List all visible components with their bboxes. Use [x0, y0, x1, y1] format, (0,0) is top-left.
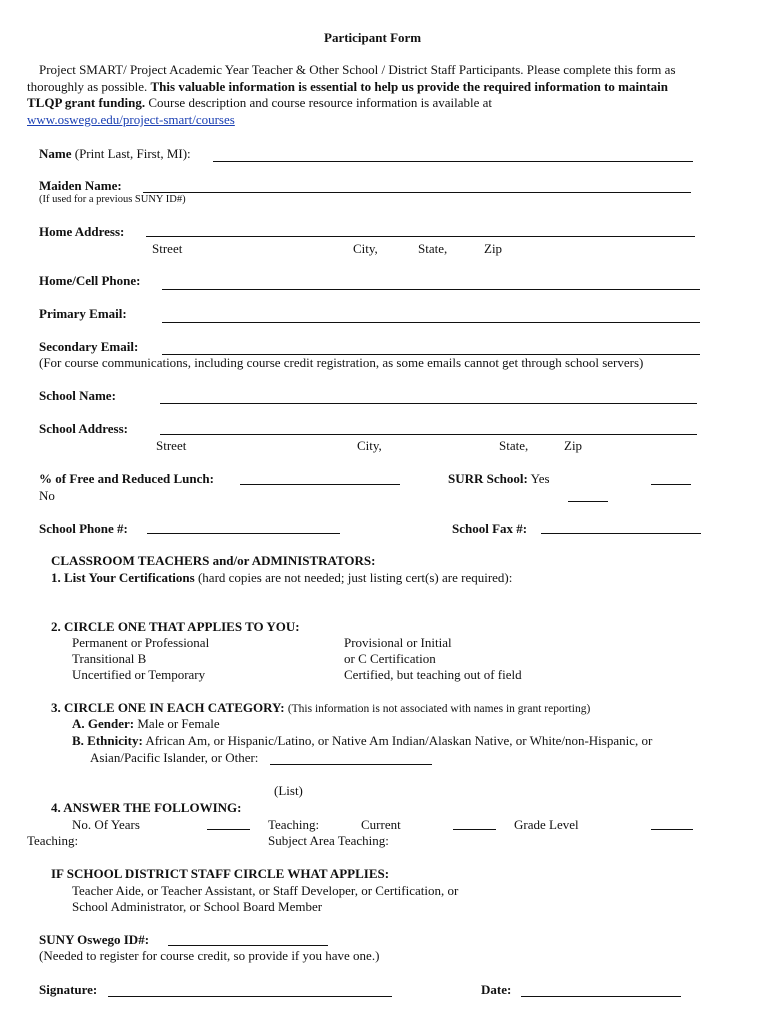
cert-option[interactable]: Transitional B — [72, 651, 147, 666]
circle-each-heading-bold: 3. CIRCLE ONE IN EACH CATEGORY: — [51, 700, 285, 715]
gender-row — [72, 716, 220, 732]
cert-option[interactable]: Certified, but teaching out of field — [344, 667, 522, 682]
cert-option[interactable]: Permanent or Professional — [72, 635, 210, 650]
district-heading: IF SCHOOL DISTRICT STAFF CIRCLE WHAT APPLIES: — [51, 866, 390, 881]
surr-yes-field[interactable] — [651, 484, 691, 485]
primary-email-label: Primary Email: — [39, 306, 127, 321]
certifications-plain: (hard copies are not needed; just listing cert(s) are required): — [197, 570, 513, 585]
school-name-field[interactable] — [160, 403, 697, 404]
maiden-name-hint: (If used for a previous SUNY ID#) — [39, 194, 186, 205]
teachers-heading: CLASSROOM TEACHERS and/or ADMINISTRATORS: — [51, 553, 376, 568]
gender-label: A. Gender: — [72, 716, 135, 731]
surr-no-field[interactable] — [568, 501, 608, 502]
current-label: Current — [361, 817, 401, 832]
certifications-bold: 1. List Your Certifications — [51, 570, 195, 585]
date-field[interactable] — [521, 996, 681, 997]
school-address-label: School Address: — [39, 421, 128, 436]
ethnicity-other-field[interactable] — [270, 764, 432, 765]
signature-field[interactable] — [108, 996, 392, 997]
form-title: Participant Form — [324, 30, 422, 45]
ethnicity-row — [72, 733, 652, 749]
intro-line-3 — [27, 95, 492, 111]
surr-label — [448, 471, 550, 487]
secondary-email-hint: (For course communications, including course credit registration, as some emails cannot get through school servers) — [39, 355, 644, 370]
circle-one-heading: 2. CIRCLE ONE THAT APPLIES TO YOU: — [51, 619, 300, 634]
school-city-caption: City, — [357, 438, 382, 453]
name-label-bold: Name — [39, 146, 72, 161]
home-phone-field[interactable] — [162, 289, 700, 290]
intro-line-2-plain: thoroughly as possible. — [27, 79, 148, 94]
home-state-caption: State, — [418, 241, 448, 256]
grade-level-label: Grade Level — [514, 817, 579, 832]
name-label — [39, 146, 191, 162]
teaching-label: Teaching: — [268, 817, 320, 832]
cert-option[interactable]: or C Certification — [344, 651, 436, 666]
home-phone-label: Home/Cell Phone: — [39, 273, 141, 288]
teaching-wrap-label: Teaching: — [27, 833, 79, 848]
home-zip-caption: Zip — [484, 241, 503, 256]
cert-option[interactable]: Provisional or Initial — [344, 635, 452, 650]
maiden-name-label: Maiden Name: — [39, 178, 122, 193]
school-phone-field[interactable] — [147, 533, 340, 534]
intro-line-3-bold: TLQP grant funding. — [27, 95, 146, 110]
surr-no: No — [39, 488, 55, 503]
school-name-label: School Name: — [39, 388, 116, 403]
suny-id-hint: (Needed to register for course credit, so provide if you have one.) — [39, 948, 380, 963]
free-lunch-field[interactable] — [240, 484, 400, 485]
school-fax-label: School Fax #: — [452, 521, 528, 536]
home-address-label: Home Address: — [39, 224, 125, 239]
home-city-caption: City, — [353, 241, 378, 256]
secondary-email-label: Secondary Email: — [39, 339, 139, 354]
district-options-2[interactable]: School Administrator, or School Board Member — [72, 899, 323, 914]
ethnicity-options[interactable]: African Am, or Hispanic/Latino, or Native Am Indian/Alaskan Native, or White/non-Hispanic, or — [145, 733, 653, 748]
cert-option[interactable]: Uncertified or Temporary — [72, 667, 206, 682]
signature-label: Signature: — [39, 982, 98, 997]
school-phone-label: School Phone #: — [39, 521, 128, 536]
grade-level-field[interactable] — [651, 829, 693, 830]
free-lunch-label: % of Free and Reduced Lunch: — [39, 471, 214, 486]
school-fax-field[interactable] — [541, 533, 701, 534]
date-label: Date: — [481, 982, 512, 997]
subject-area-label: Subject Area Teaching: — [268, 833, 389, 848]
maiden-name-field[interactable] — [143, 192, 691, 193]
years-field[interactable] — [207, 829, 250, 830]
home-address-field[interactable] — [146, 236, 695, 237]
intro-line-3-plain: Course description and course resource information is available at — [148, 95, 493, 110]
answer-heading: 4. ANSWER THE FOLLOWING: — [51, 800, 242, 815]
surr-label-bold: SURR School: — [448, 471, 528, 486]
intro-line-1: Project SMART/ Project Academic Year Teacher & Other School / District Staff Participants. Please complete this form as — [39, 62, 676, 77]
intro-line-2-bold: This valuable information is essential to help us provide the required information to maintain — [150, 79, 669, 94]
current-field[interactable] — [453, 829, 496, 830]
school-state-caption: State, — [499, 438, 529, 453]
suny-id-field[interactable] — [168, 945, 328, 946]
name-field[interactable] — [213, 161, 693, 162]
school-zip-caption: Zip — [564, 438, 583, 453]
courses-link[interactable]: www.oswego.edu/project-smart/courses — [27, 112, 235, 127]
circle-each-heading — [51, 700, 590, 717]
gender-options[interactable]: Male or Female — [137, 716, 220, 731]
list-caption: (List) — [274, 783, 303, 798]
school-address-field[interactable] — [160, 434, 697, 435]
name-label-hint: (Print Last, First, MI): — [74, 146, 191, 161]
years-label: No. Of Years — [72, 817, 140, 832]
ethnicity-options-2[interactable]: Asian/Pacific Islander, or Other: — [90, 750, 259, 765]
circle-each-note: (This information is not associated with names in grant reporting) — [287, 703, 591, 715]
surr-yes: Yes — [530, 471, 550, 486]
intro-line-2 — [27, 79, 668, 95]
primary-email-field[interactable] — [162, 322, 700, 323]
ethnicity-label: B. Ethnicity: — [72, 733, 143, 748]
district-options-1[interactable]: Teacher Aide, or Teacher Assistant, or Staff Developer, or Certification, or — [72, 883, 459, 898]
certifications-prompt — [51, 570, 512, 586]
suny-id-label: SUNY Oswego ID#: — [39, 932, 150, 947]
school-street-caption: Street — [156, 438, 187, 453]
home-street-caption: Street — [152, 241, 183, 256]
